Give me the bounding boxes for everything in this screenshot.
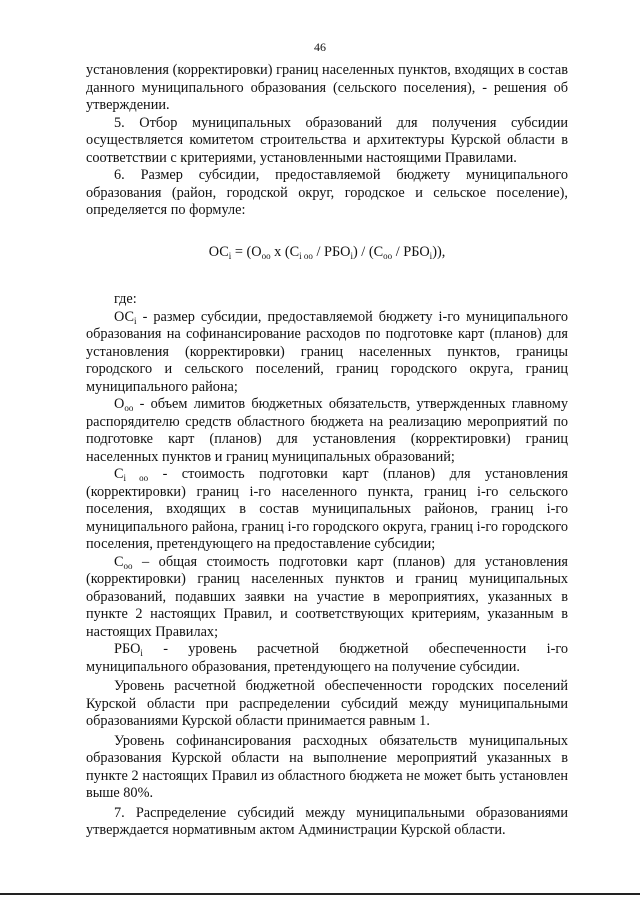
def-coo-sub: оо <box>123 560 133 571</box>
formula-sub-oo: оо <box>261 250 271 261</box>
def-cioo-text: - стоимость подготовки карт (планов) для установления (корректировки) границ i-го населенного пункта, границ i-го сельского поселения, входящих в состав муниципальных районов, границ i-го муниципального района, границ i-го городского округа, границ i-го городского поселения, претендующего на предоставление субсидии; <box>86 466 568 552</box>
paragraph-intro: установления (корректировки) границ населенных пунктов, входящих в состав данного муниципального образования (сельского поселения), - решения об утверждении. <box>86 62 568 113</box>
paragraph-6: 6. Размер субсидии, предоставляемой бюджету муниципального образования (район, городской округ, городское и сельское поселение), определяется по формуле: <box>86 167 568 218</box>
definition-rbo <box>86 641 568 676</box>
formula-oc: ОС <box>208 243 229 260</box>
def-coo-text: – общая стоимость подготовки карт (планов) для установления (корректировки) границ населенных пунктов и границ муниципальных образований, подавших заявки на участие в мероприятиях, указанных в пункте 2 настоящих Правил, и соответствующих критериям, указанным в настоящих Правилах; <box>86 553 568 640</box>
def-oc-symbol: ОС <box>114 308 135 325</box>
paragraph-budget-level: Уровень расчетной бюджетной обеспеченности городских поселений Курской области при распределении субсидий между муниципальными образованиями Курской области принимается равным 1. <box>86 678 568 729</box>
paragraph-7: 7. Распределение субсидий между муниципальными образованиями утверждается нормативным актом Администрации Курской области. <box>86 804 568 838</box>
formula-sub-i-2: i <box>350 250 353 261</box>
formula-div-rbo: / РБО <box>312 243 351 260</box>
subsidy-formula <box>86 244 568 262</box>
def-ooo-symbol: О <box>114 396 125 412</box>
def-oc-text: - размер субсидии, предоставляемой бюджету i-го муниципального образования на софинансирование расходов по подготовке карт (планов) для установления (корректировки) границ населенных пунктов, границы городского и сельского поселений, границ городского округа, границ муниципального района; <box>86 308 568 395</box>
def-ooo-sub: оо <box>124 403 134 413</box>
document-body <box>86 62 568 840</box>
definition-cioo <box>86 466 568 554</box>
formula-end: )), <box>432 243 446 260</box>
bottom-rule <box>0 893 640 895</box>
where-label: где: <box>114 291 137 307</box>
def-cioo-symbol: С <box>114 466 124 482</box>
formula-sub-i-oo: i оо <box>299 250 313 261</box>
formula-eq-o: = (О <box>231 243 262 260</box>
def-cioo-sub: i оо <box>123 473 149 483</box>
paragraph-cofinancing: Уровень софинансирования расходных обязательств муниципальных образования Курской области на выполнение мероприятий указанных в пункте 2 настоящих Правил из областного бюджета не может быть установлен выше 80%. <box>86 732 568 801</box>
formula-close-div-c: ) / (С <box>352 243 384 260</box>
definition-oc <box>86 309 568 397</box>
def-ooo-text: - объем лимитов бюджетных обязательств, утвержденных главному распорядителю средств областного бюджета на реализацию мероприятий по подготовке карт (планов) для установления (корректировки) границ населенных пунктов и границ муниципальных образований; <box>86 396 568 465</box>
formula-sub-oo-2: оо <box>383 250 393 261</box>
def-coo-symbol: С <box>114 553 124 570</box>
formula-sub-i-3: i <box>429 250 433 261</box>
paragraph-5: 5. Отбор муниципальных образований для получения субсидии осуществляется комитетом строительства и архитектуры Курской области в соответствии с критериями, установленными настоящими Правилами. <box>86 114 568 166</box>
definition-coo <box>86 554 568 642</box>
definition-ooo <box>86 396 568 466</box>
formula-x-c: x (С <box>270 243 300 260</box>
formula-sub-i: i <box>228 250 232 261</box>
formula-div-rbo-2: / РБО <box>392 243 430 260</box>
def-rbo-text: - уровень расчетной бюджетной обеспеченности i-го муниципального образования, претендующего на получение субсидии. <box>86 641 568 675</box>
page-number: 46 <box>314 40 326 54</box>
def-rbo-sub: i <box>140 648 143 658</box>
def-oc-sub: i <box>134 315 137 326</box>
def-rbo-symbol: РБО <box>114 641 141 657</box>
